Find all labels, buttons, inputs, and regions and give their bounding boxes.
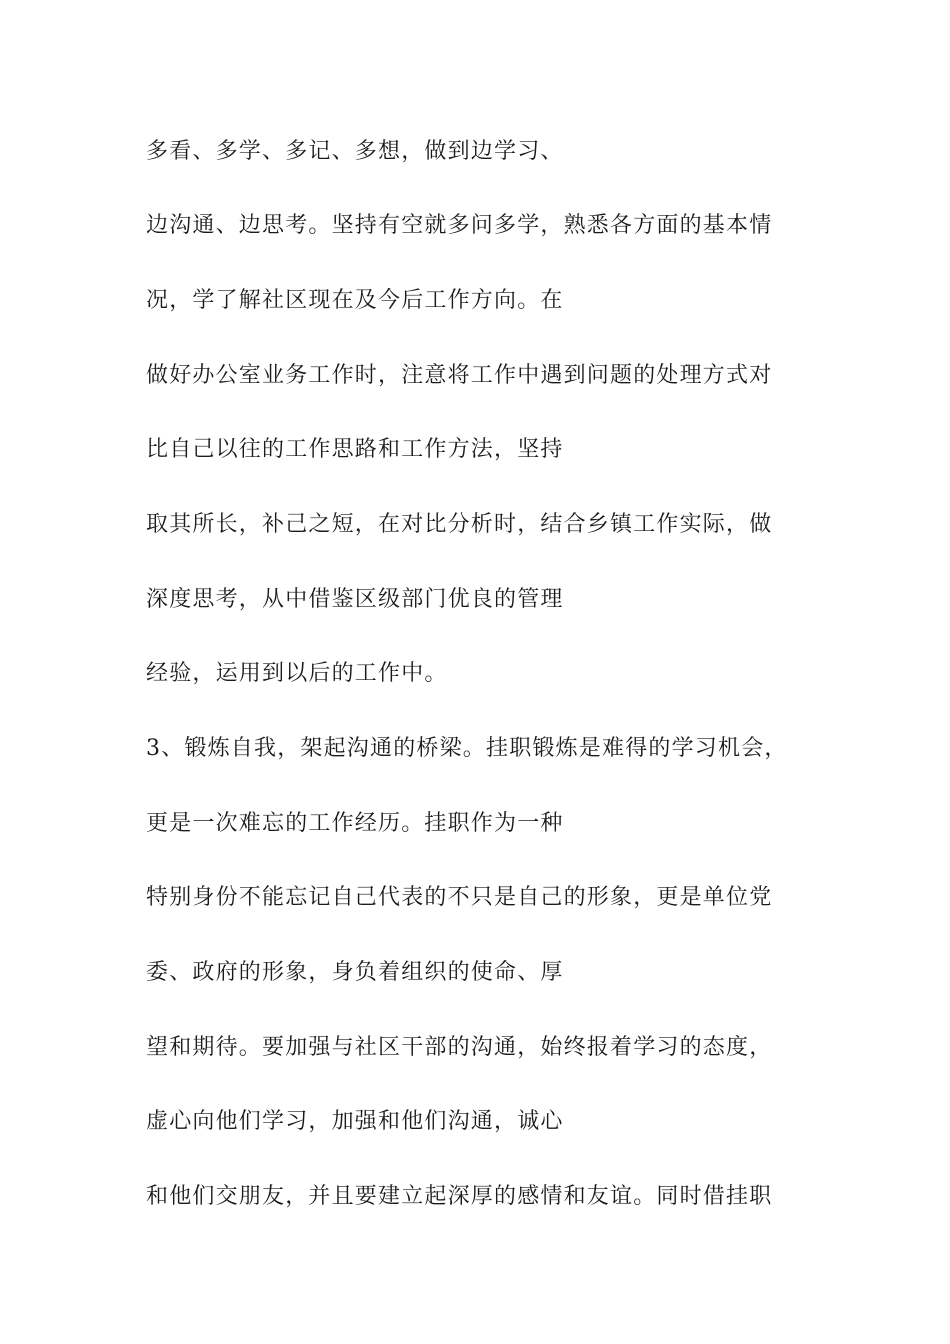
text-line: 经验，运用到以后的工作中。 [146, 661, 448, 686]
text-line: 特别身份不能忘记自己代表的不只是自己的形象，更是单位党 [146, 885, 773, 910]
text-line: 做好办公室业务工作时，注意将工作中遇到问题的处理方式对 [146, 363, 773, 388]
text-line: 望和期待。要加强与社区干部的沟通，始终报着学习的态度， [146, 1035, 773, 1060]
text-line: 边沟通、边思考。坚持有空就多问多学，熟悉各方面的基本情 [146, 213, 773, 238]
text-line: 比自己以往的工作思路和工作方法，坚持 [146, 437, 564, 462]
text-line: 多看、多学、多记、多想，做到边学习、 [146, 139, 564, 164]
text-line: 3、锻炼自我，架起沟通的桥梁。挂职锻炼是难得的学习机会， [146, 736, 788, 761]
text-line: 更是一次难忘的工作经历。挂职作为一种 [146, 811, 564, 836]
text-line: 虚心向他们学习，加强和他们沟通，诚心 [146, 1109, 564, 1134]
text-line: 深度思考，从中借鉴区级部门优良的管理 [146, 587, 564, 612]
text-line: 取其所长，补己之短，在对比分析时，结合乡镇工作实际，做 [146, 512, 773, 537]
text-line: 况，学了解社区现在及今后工作方向。在 [146, 288, 564, 313]
text-line: 和他们交朋友，并且要建立起深厚的感情和友谊。同时借挂职 [146, 1184, 773, 1209]
text-line: 委、政府的形象，身负着组织的使命、厚 [146, 960, 564, 985]
